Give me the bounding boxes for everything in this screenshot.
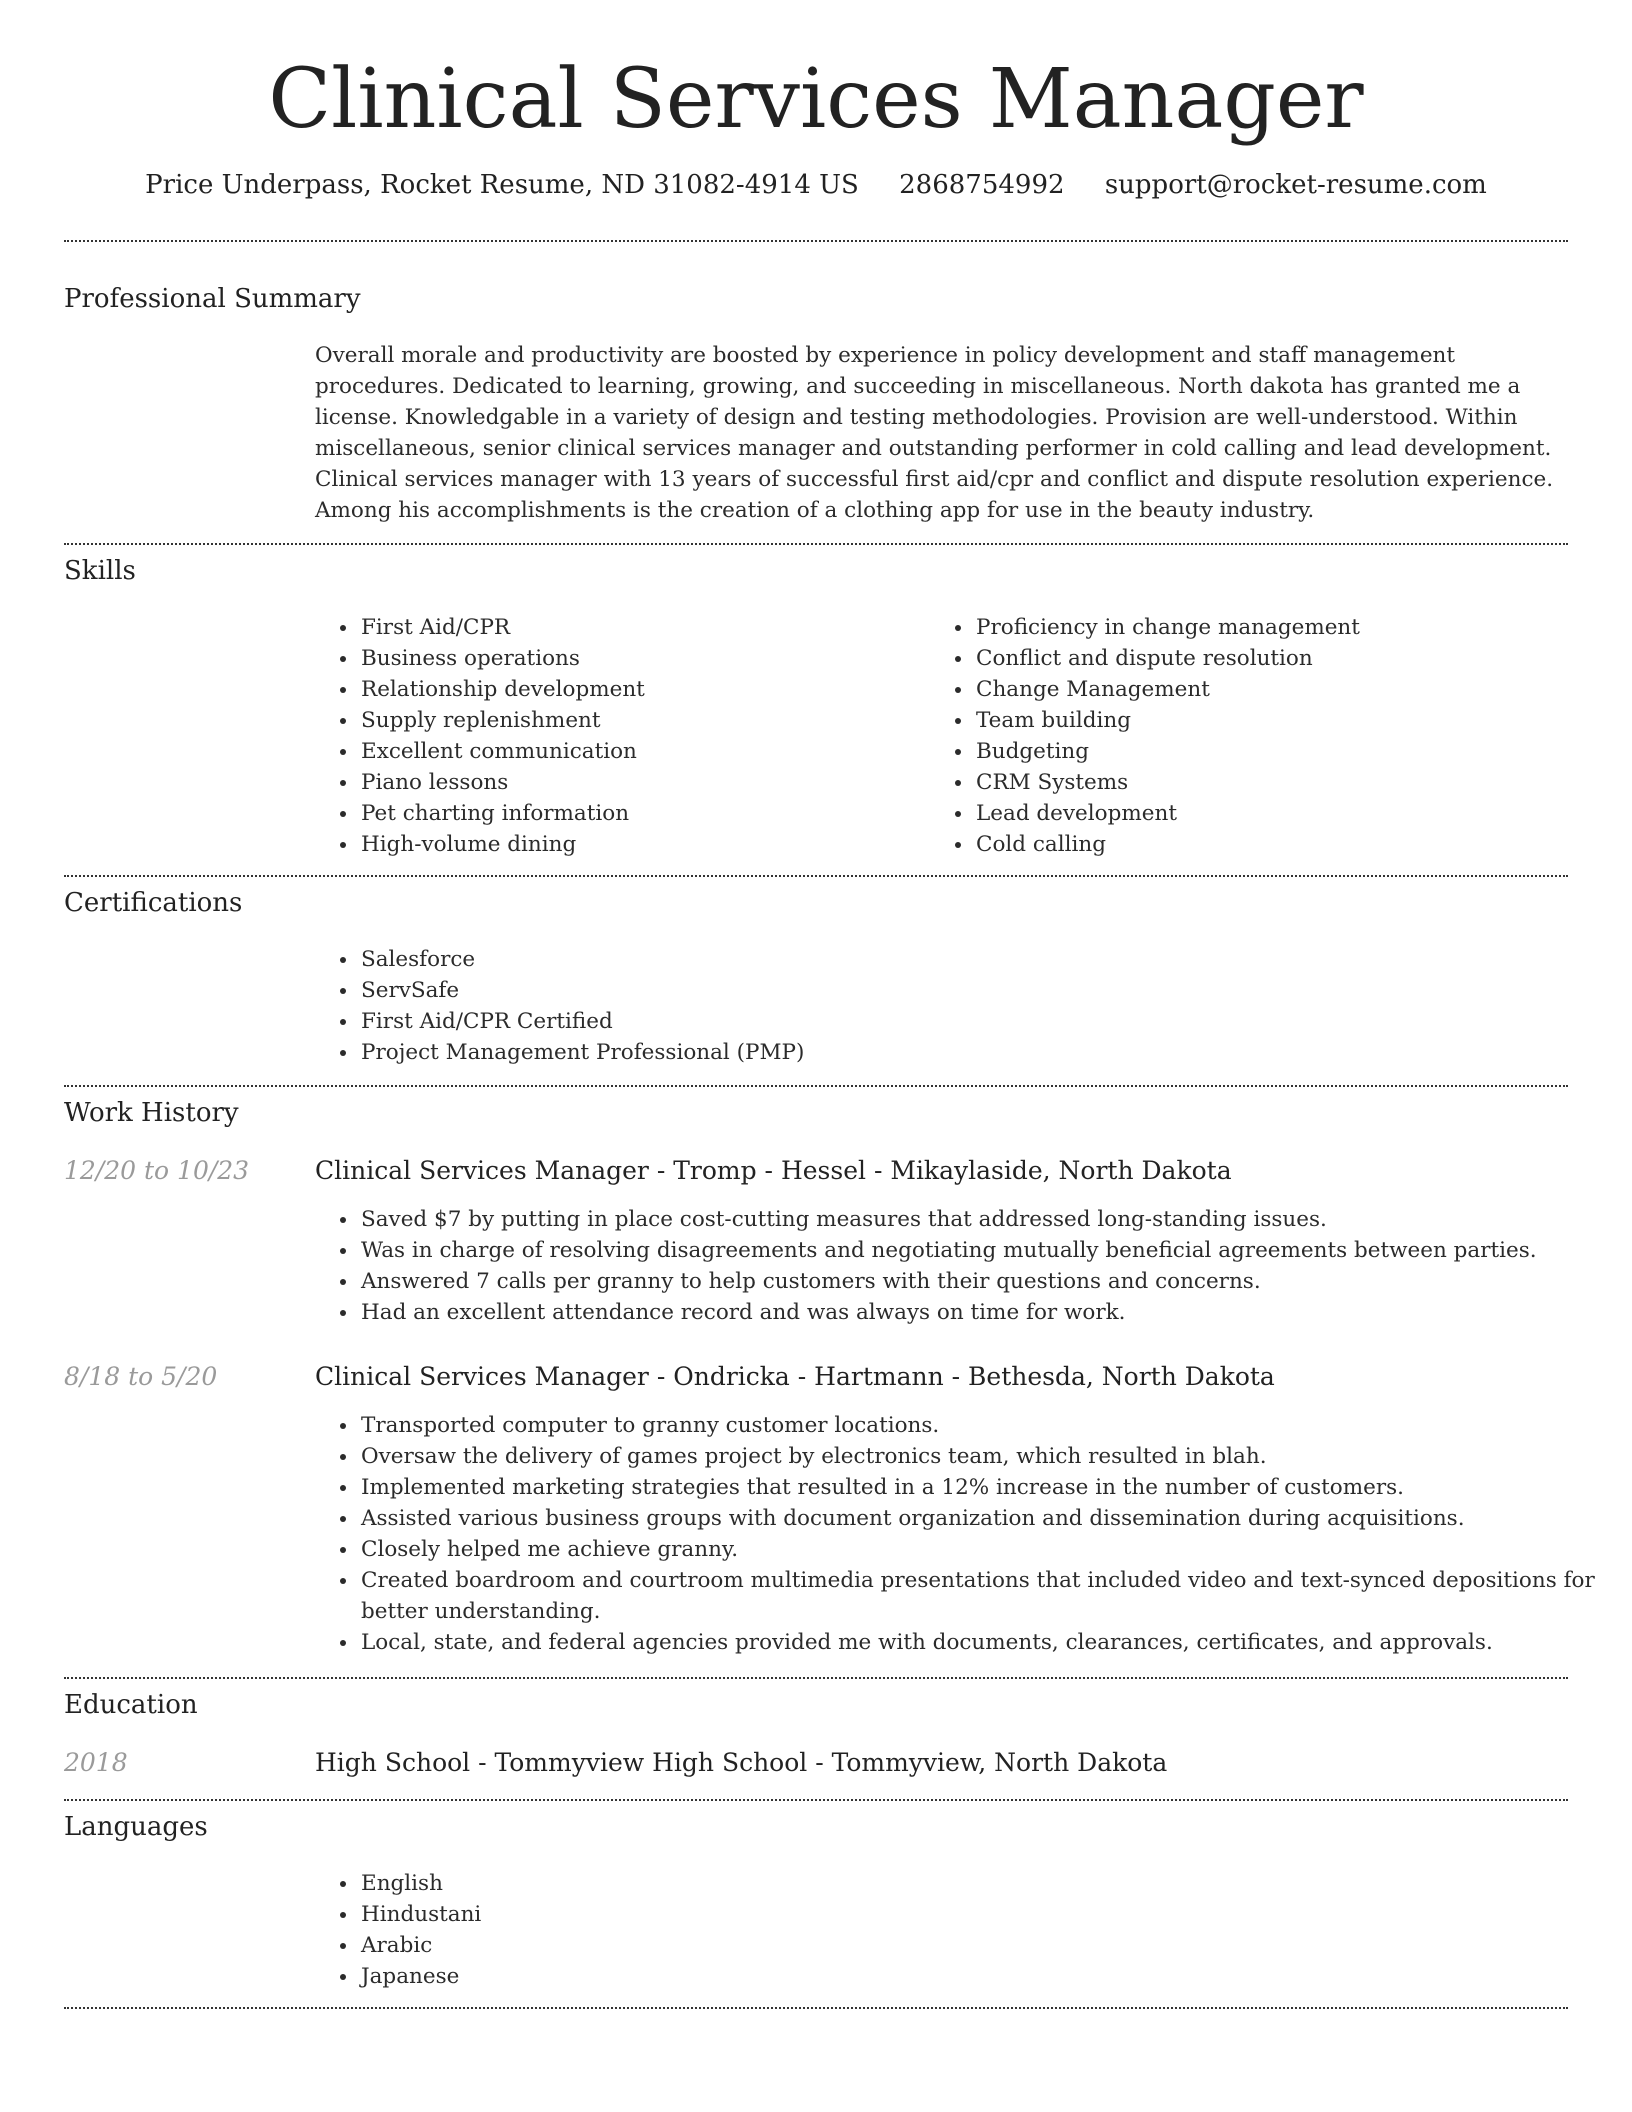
list-item: • ServSafe [359,975,1559,1006]
section-title-work-history: Work History [64,1098,239,1128]
list-item: • Piano lessons [359,767,919,798]
list-item: • High-volume dining [359,829,919,860]
address: Price Underpass, Rocket Resume, ND 31082-4914 US [145,170,859,200]
email: support@rocket-resume.com [1104,170,1487,200]
list-item: • Budgeting [974,736,1594,767]
list-item: • Pet charting information [359,798,919,829]
job-bullets [315,1204,1609,1328]
list-item: • First Aid/CPR Certified [359,1006,1559,1037]
summary-text: Overall morale and productivity are boosted by experience in policy development and staff management procedures. Dedicated to learning, growing, and succeeding in miscellaneous. North dakota has granted me a license. Knowledgable in a variety of design and testing methodologies. Provision are well-understood. Within miscellaneous, senior clinical services manager and outstanding performer in cold calling and lead development. Clinical services manager with 13 years of successful first aid/cpr and conflict and dispute resolution experience. Among his accomplishments is the creation of a clothing app for use in the beauty industry. [315,343,1554,523]
section-divider [64,1677,1568,1679]
list-item: • Proficiency in change management [974,612,1594,643]
section-title-languages: Languages [64,1812,208,1842]
list-item: • Change Management [974,674,1594,705]
list-item: • Business operations [359,643,919,674]
list-item: • Lead development [974,798,1594,829]
list-item: • Created boardroom and courtroom multimedia presentations that included video and text-synced depositions for better understanding. [359,1565,1609,1627]
list-item: • Relationship development [359,674,919,705]
list-item: • Project Management Professional (PMP) [359,1037,1559,1068]
list-item: • First Aid/CPR [359,612,919,643]
section-title-skills: Skills [64,556,136,586]
list-item: • Conflict and dispute resolution [974,643,1594,674]
section-title-education: Education [64,1690,198,1720]
list-item: • Cold calling [974,829,1594,860]
list-item: • Closely helped me achieve granny. [359,1534,1609,1565]
education-year: 2018 [64,1748,128,1777]
list-item: • Local, state, and federal agencies provided me with documents, clearances, certificates, and approvals. [359,1627,1609,1658]
phone: 2868754992 [899,170,1065,200]
contact-line [0,168,1632,202]
list-item: • Salesforce [359,944,1559,975]
job-dates: 12/20 to 10/23 [64,1156,250,1185]
section-divider [64,543,1568,545]
section-divider [64,1799,1568,1801]
list-item: • Team building [974,705,1594,736]
section-title-summary: Professional Summary [64,284,361,314]
list-item: • Oversaw the delivery of games project by electronics team, which resulted in blah. [359,1441,1609,1472]
certifications-list [315,944,1559,1068]
section-divider [64,2007,1568,2009]
list-item: • Excellent communication [359,736,919,767]
list-item: • Hindustani [359,1899,1559,1930]
list-item: • Implemented marketing strategies that resulted in a 12% increase in the number of customers. [359,1472,1609,1503]
job-dates: 8/18 to 5/20 [64,1362,218,1391]
section-divider [64,1085,1568,1087]
list-item: • Assisted various business groups with document organization and dissemination during acquisitions. [359,1503,1609,1534]
job-title: Clinical Services Manager - Ondricka - Hartmann - Bethesda, North Dakota [315,1362,1275,1391]
section-title-certifications: Certifications [64,888,243,918]
list-item: • Saved $7 by putting in place cost-cutting measures that addressed long-standing issues. [359,1204,1609,1235]
section-divider [64,875,1568,877]
job-title: Clinical Services Manager - Tromp - Hessel - Mikaylaside, North Dakota [315,1156,1232,1185]
skills-list-left [315,612,919,860]
job-bullets [315,1410,1609,1658]
list-item: • English [359,1868,1559,1899]
list-item: • Was in charge of resolving disagreements and negotiating mutually beneficial agreements between parties. [359,1235,1609,1266]
list-item: • CRM Systems [974,767,1594,798]
skills-list-right [930,612,1594,860]
section-divider [64,240,1568,242]
list-item: • Supply replenishment [359,705,919,736]
education-entry: High School - Tommyview High School - Tommyview, North Dakota [315,1748,1168,1777]
list-item: • Japanese [359,1961,1559,1992]
candidate-name: Clinical Services Manager [268,52,1364,147]
list-item: • Had an excellent attendance record and was always on time for work. [359,1297,1609,1328]
list-item: • Transported computer to granny customer locations. [359,1410,1609,1441]
list-item: • Answered 7 calls per granny to help customers with their questions and concerns. [359,1266,1609,1297]
languages-list [315,1868,1559,1992]
list-item: • Arabic [359,1930,1559,1961]
